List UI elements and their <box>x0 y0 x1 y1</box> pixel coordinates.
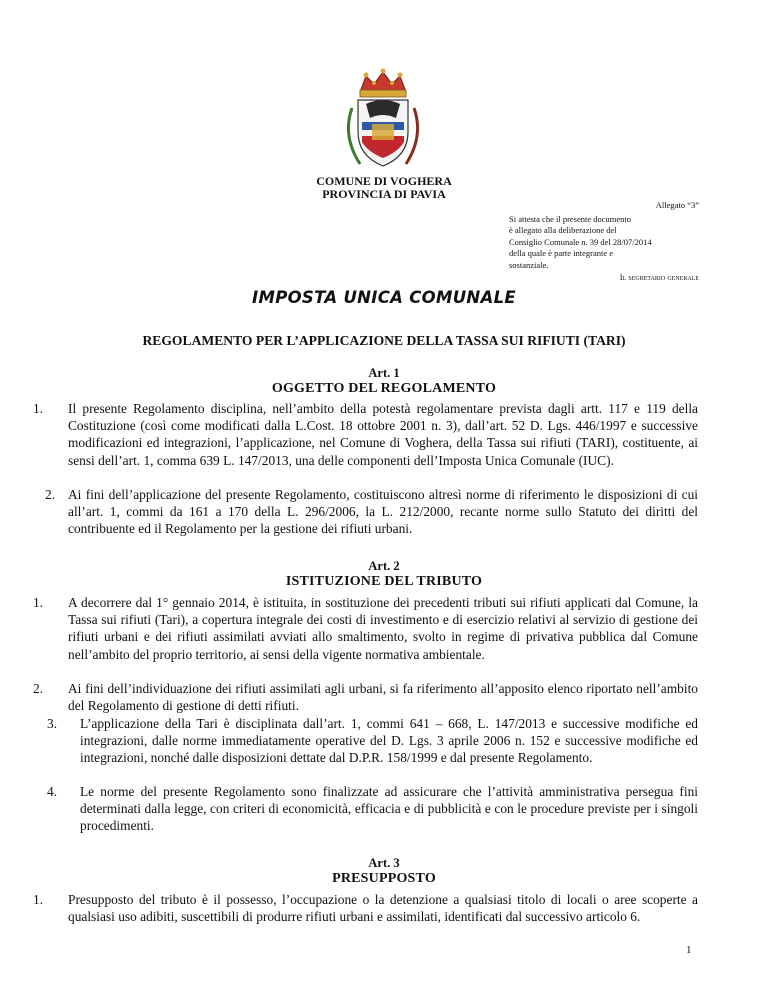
article-title: OGGETTO DEL REGOLAMENTO <box>271 381 497 396</box>
paragraph-number: 2. <box>33 681 44 696</box>
paragraph-text: A decorrere dal 1° gennaio 2014, è istituita, in sostituzione dei precedenti tributi sui rifiuti applicati dal Comune, la Tassa sui rifiuti (Tari), a copertura integrale dei costi di investimento e di esercizio relativi al servizio di gestione dei rifiuti urbani e dei rifiuti assimilati avviati allo smaltimento, svolto in regime di privativa pubblica dal Comune nell’ambito del proprio territorio, ai sensi della vigente normativa ambientale. <box>68 595 698 662</box>
article-title: PRESUPPOSTO <box>332 871 436 886</box>
paragraph-number: 1. <box>33 892 44 907</box>
article-number: Art. 3 <box>368 856 400 870</box>
article-paragraph <box>47 783 698 835</box>
regulation-title: REGOLAMENTO PER L’APPLICAZIONE DELLA TASSA SUI RIFIUTI (TARI) <box>142 333 626 348</box>
allegato-note <box>509 200 699 284</box>
paragraph-text: Le norme del presente Regolamento sono finalizzate ad assicurare che l’attività amministrativa persegua fini determinati dalla legge, con criteri di economicità, efficacia e di pubblicità e con le procedure previste per i singoli procedimenti. <box>80 784 698 834</box>
article-paragraph <box>47 715 698 767</box>
article-number: Art. 2 <box>368 559 400 573</box>
municipal-crest <box>338 66 428 176</box>
allegato-label: Allegato “3” <box>655 200 699 210</box>
paragraph-text: Ai fini dell’applicazione del presente Regolamento, costituiscono altresì norme di riferimento le disposizioni di cui all’art. 1, commi da 161 a 170 della L. 296/2006, la L. 212/2000, recante norme sullo Statuto dei diritti del contribuente ed il Regolamento per la gestione dei rifiuti urbani. <box>68 487 698 537</box>
paragraph-text: Il presente Regolamento disciplina, nell’ambito della potestà regolamentare prevista dagli artt. 117 e 119 della Costituzione (così come modificati dalla L.Cost. 18 ottobre 2001 n. 3), dall’art. 52 D. Lgs. 446/1997 e successive modificazioni ed integrazioni, l’applicazione, nel Comune di Voghera, della Tassa sui rifiuti (TARI), costituente, ai sensi dell’art. 1, comma 639 L. 147/2013, una delle componenti dell’Imposta Unica Comunale (IUC). <box>68 401 698 468</box>
article-paragraph <box>45 486 698 538</box>
article-paragraph <box>33 400 698 469</box>
comune-name: COMUNE DI VOGHERA <box>316 174 452 188</box>
allegato-text <box>509 214 699 272</box>
paragraph-text: Ai fini dell’individuazione dei rifiuti assimilati agli urbani, si fa riferimento all’apposito elenco riportato nell’ambito del Regolamento di gestione di detti rifiuti. <box>68 681 698 714</box>
paragraph-number: 1. <box>33 595 44 610</box>
allegato-line: sostanziale. <box>509 259 549 270</box>
paragraph-text: Presupposto del tributo è il possesso, l’occupazione o la detenzione a qualsiasi titolo di locali o aree scoperte a qualsiasi uso adibiti, suscettibili di produrre rifiuti urbani e assimilati, identificati dal successivo articolo 6. <box>68 892 698 925</box>
segretario-signature-label: Il segretario generale <box>619 272 699 282</box>
allegato-line: Consiglio Comunale n. 39 del 28/07/2014 <box>509 236 652 247</box>
paragraph-text: L’applicazione della Tari è disciplinata dall’art. 1, commi 641 – 668, L. 147/2013 e successive modifiche ed integrazioni, dalle norme immediatamente operative del D. Lgs. 3 aprile 2006 n. 152 e successive modifiche ed integrazioni, nonché dalle disposizioni dettate dal D.P.R. 158/1999 e dal presente Regolamento. <box>80 716 698 766</box>
article-paragraph <box>33 680 698 714</box>
allegato-line: è allegato alla deliberazione del <box>509 225 617 235</box>
paragraph-number: 2. <box>45 487 56 502</box>
article-title: ISTITUZIONE DEL TRIBUTO <box>285 574 483 589</box>
article-number: Art. 1 <box>368 366 400 380</box>
paragraph-number: 4. <box>47 784 58 799</box>
allegato-line: Si attesta che il presente documento <box>509 213 632 224</box>
page-number: 1 <box>686 944 692 956</box>
paragraph-number: 3. <box>47 716 58 731</box>
article-paragraph <box>33 594 698 663</box>
paragraph-number: 1. <box>33 401 44 416</box>
allegato-line: della quale è parte integrante e <box>509 248 614 258</box>
provincia-name: PROVINCIA DI PAVIA <box>322 187 446 201</box>
document-title: IMPOSTA UNICA COMUNALE <box>252 288 516 307</box>
article-paragraph <box>33 891 698 925</box>
